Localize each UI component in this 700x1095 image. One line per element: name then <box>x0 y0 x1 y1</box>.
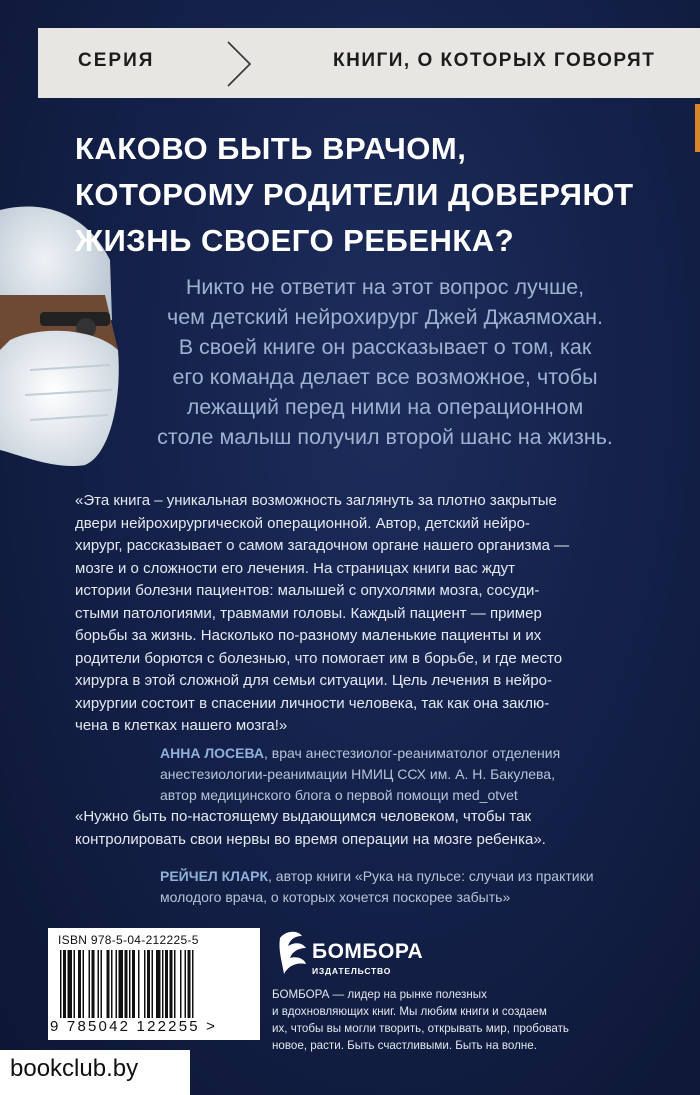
headline-line: КОТОРОМУ РОДИТЕЛИ ДОВЕРЯЮТ <box>75 177 634 212</box>
quote-line: чена в клетках нашего мозга!» <box>75 717 288 734</box>
quote-line: «Эта книга – уникальная возможность заглянуть за плотно закрытые <box>75 492 557 509</box>
review-attribution-1 <box>160 743 630 806</box>
publisher-description <box>272 986 612 1054</box>
publisher-line: и вдохновляющих книг. Мы любим книги и создаем <box>272 1005 547 1018</box>
series-label: СЕРИЯ <box>78 50 155 71</box>
lead-paragraph <box>140 272 630 452</box>
lead-line: его команда делает все возможное, чтобы <box>172 365 598 389</box>
lead-line: столе малыш получил второй шанс на жизнь. <box>157 425 613 449</box>
attribution-line <box>160 866 630 887</box>
barcode-digits: 9 785042 122255 > <box>50 1018 218 1035</box>
quote-line: стыми патологиями, травмами головы. Каждый пациент — пример <box>75 604 542 622</box>
isbn-number: ISBN 978-5-04-212225-5 <box>58 933 199 947</box>
quote-line: родители борются с болезнью, что помогает им в борьбе, и где место <box>75 649 563 667</box>
review-quote-1 <box>75 490 635 738</box>
bombora-logo-icon <box>276 928 310 978</box>
barcode-box <box>48 928 260 1040</box>
site-name: bookclub.by <box>10 1055 139 1082</box>
quote-line: борьбы за жизнь. Насколько по-разному маленькие пациенты и их <box>75 627 542 644</box>
publisher-logo-sub: ИЗДАТЕЛЬСТВО <box>312 966 392 976</box>
publisher-line: их, чтобы вы могли творить, открывать мир, пробовать <box>272 1022 569 1035</box>
lead-line: В своей книге он рассказывает о том, как <box>178 335 592 359</box>
orange-tab <box>695 104 700 152</box>
chevron-right-icon <box>220 38 260 90</box>
lead-line: лежащий перед ними на операционном <box>186 395 584 419</box>
publisher-line: новое, расти. Быть счастливыми. Быть на волне. <box>272 1039 537 1052</box>
quote-line: хирург, рассказывает о самом загадочном органе нашего организма — <box>75 537 570 554</box>
quote-line: мозге и о сложности его лечения. На страницах книги вас ждут <box>75 559 515 577</box>
quote-line: хирурга в этой сложной для семьи ситуации. Цель лечения в нейро- <box>75 672 553 689</box>
attribution-line: анестезиологии-реанимации НМИЦ ССХ им. А. Н. Бакулева, <box>160 766 555 782</box>
headline-line: ЖИЗНЬ СВОЕГО РЕБЕНКА? <box>75 223 515 258</box>
review-attribution-2 <box>160 866 630 908</box>
lead-line: чем детский нейрохирург Джей Джаямохан. <box>167 305 603 329</box>
series-name: КНИГИ, О КОТОРЫХ ГОВОРЯТ <box>333 50 656 71</box>
series-banner <box>38 28 700 98</box>
publisher-line: БОМБОРА — лидер на рынке полезных <box>272 988 487 1001</box>
reviewer-title: , врач анестезиолог-реаниматолог отделения <box>264 745 561 761</box>
attribution-line <box>160 743 630 764</box>
reviewer-title: , автор книги «Рука на пульсе: случаи из практики <box>268 868 594 884</box>
headline <box>75 126 634 264</box>
publisher-logo-name: БОМБОРА <box>312 940 424 963</box>
attribution-line: автор медицинского блога о первой помощи med_otvet <box>160 787 518 803</box>
site-watermark <box>0 1050 190 1095</box>
reviewer-name: РЕЙЧЕЛ КЛАРК <box>160 868 268 884</box>
review-quote-2 <box>75 806 635 851</box>
headline-line: КАКОВО БЫТЬ ВРАЧОМ, <box>75 131 467 166</box>
quote-line: контролировать свои нервы во время операции на мозге ребенка». <box>75 830 546 848</box>
quote-line: двери нейрохирургической операционной. Автор, детский нейро- <box>75 514 530 532</box>
quote-line: «Нужно быть по-настоящему выдающимся человеком, чтобы так <box>75 808 532 825</box>
quote-line: истории болезни пациентов: малышей с опухолями мозга, сосуди- <box>75 582 540 599</box>
reviewer-name: АННА ЛОСЕВА <box>160 745 265 761</box>
quote-line: хирургии состоит в спасении личности человека, так как она заклю- <box>75 694 550 712</box>
lead-line: Никто не ответит на этот вопрос лучше, <box>185 275 585 299</box>
attribution-line: молодого врача, о которых хочется поскорее забыть» <box>160 889 511 905</box>
barcode-icon <box>60 950 248 1018</box>
